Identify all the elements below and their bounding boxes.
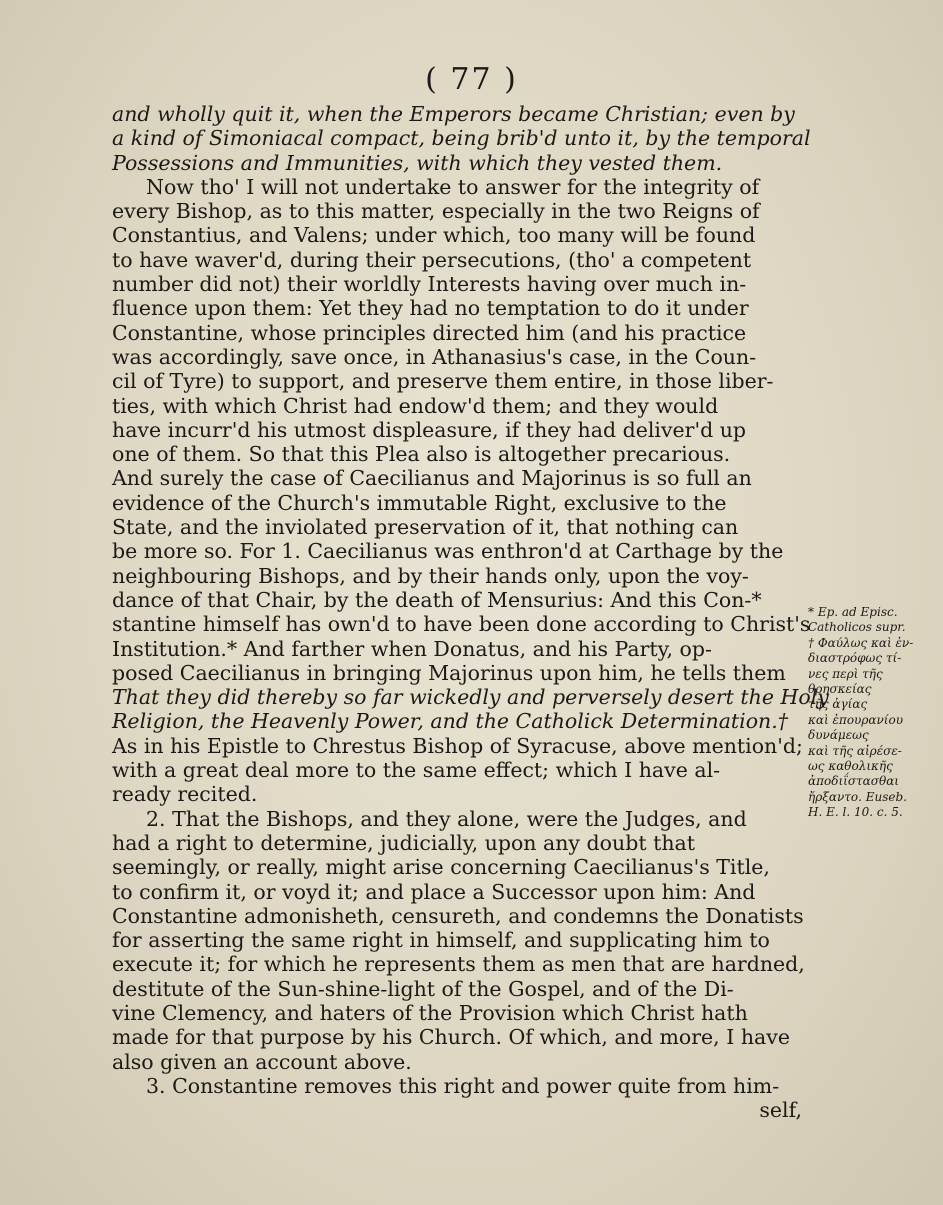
catchword-line: self, xyxy=(759,1098,802,1123)
text-line: posed Caecilianus in bringing Majorinus upon him, he tells them xyxy=(112,660,786,685)
margin-note: Catholicos supr. xyxy=(808,620,906,635)
text-line: dance of that Chair, by the death of Mensurius: And this Con-* xyxy=(112,587,762,612)
margin-note: νες περὶ τῆς xyxy=(808,666,883,681)
text-line: fluence upon them: Yet they had no temptation to do it under xyxy=(112,296,749,321)
text-line: destitute of the Sun-shine-light of the Gospel, and of the Di- xyxy=(112,976,734,1001)
text-line: And surely the case of Caecilianus and Majorinus is so full an xyxy=(112,466,752,491)
text-line: have incurr'd his utmost displeasure, if they had deliver'd up xyxy=(112,417,747,442)
text-line: Constantine admonisheth, censureth, and condemns the Donatists xyxy=(112,903,804,928)
text-line: with a great deal more to the same effect; which I have al- xyxy=(112,758,721,783)
margin-note: καὶ ἐπουρανίου xyxy=(808,712,904,727)
text-line: and wholly quit it, when the Emperors became Christian; even by xyxy=(112,102,795,126)
text-line: ties, with which Christ had endow'd them; and they would xyxy=(112,393,719,418)
text-line: Constantius, and Valens; under which, too many will be found xyxy=(112,223,756,248)
text-line: evidence of the Church's immutable Right, exclusive to the xyxy=(112,490,727,515)
text-line: had a right to determine, judicially, upon any doubt that xyxy=(112,830,695,855)
text-line: number did not) their worldly Interests having over much in- xyxy=(112,272,747,297)
text-line: execute it; for which he represents them as men that are hardned, xyxy=(112,952,805,977)
text-line: cil of Tyre) to support, and preserve them entire, in those liber- xyxy=(112,369,774,394)
text-line: also given an account above. xyxy=(112,1049,412,1074)
margin-note: † Φαύλως καὶ ἐν- xyxy=(808,635,914,650)
margin-note: ἀποδιΐστασθαι xyxy=(808,774,900,789)
text-line: to have waver'd, during their persecutions, (tho' a competent xyxy=(112,247,752,272)
text-line: State, and the inviolated preservation of it, that nothing can xyxy=(112,515,739,540)
text-line: be more so. For 1. Caecilianus was enthron'd at Carthage by the xyxy=(112,539,784,564)
text-line: As in his Epistle to Chrestus Bishop of Syracuse, above mention'd; xyxy=(112,733,803,758)
page-number: ( 77 ) xyxy=(425,62,518,97)
text-line: every Bishop, as to this matter, especially in the two Reigns of xyxy=(112,199,760,224)
text-line: to confirm it, or voyd it; and place a Successor upon him: And xyxy=(112,879,756,904)
text-line: seemingly, or really, might arise concerning Caecilianus's Title, xyxy=(112,855,770,880)
margin-note: * Ep. ad Episc. xyxy=(808,605,898,619)
text-line: Religion, the Heavenly Power, and the Catholick Determination.† xyxy=(112,709,789,734)
margin-note: τῆς ἁγίας xyxy=(808,697,868,712)
margin-notes xyxy=(808,605,940,820)
paragraph-start-line: Now tho' I will not undertake to answer for the integrity of xyxy=(146,174,760,199)
text-line: Possessions and Immunities, with which they vested them. xyxy=(112,150,723,175)
text-line: ready recited. xyxy=(112,782,258,807)
text-line: made for that purpose by his Church. Of which, and more, I have xyxy=(112,1025,790,1050)
text-line: Institution.* And farther when Donatus, and his Party, op- xyxy=(112,636,712,661)
margin-note: δυνάμεως xyxy=(808,728,869,743)
paragraph-start-line: 2. That the Bishops, and they alone, were the Judges, and xyxy=(146,806,747,831)
text-line: That they did thereby so far wickedly and perversely desert the Holy xyxy=(112,685,829,710)
paragraph-start-line: 3. Constantine removes this right and power quite from him- xyxy=(146,1073,780,1098)
margin-note: ἤρξαντο. Euseb. xyxy=(808,789,907,804)
margin-note: καὶ τῆς αἱρέσε- xyxy=(808,743,902,758)
body-text xyxy=(112,102,829,1123)
text-line: a kind of Simoniacal compact, being brib'd unto it, by the temporal xyxy=(112,126,811,151)
margin-note: H. E. l. 10. c. 5. xyxy=(808,805,903,820)
text-line: for asserting the same right in himself, and supplicating him to xyxy=(112,928,770,953)
text-line: one of them. So that this Plea also is altogether precarious. xyxy=(112,442,731,467)
text-line: vine Clemency, and haters of the Provision which Christ hath xyxy=(112,1000,748,1025)
text-line: stantine himself has own'd to have been done according to Christ's xyxy=(112,612,811,637)
text-line: Constantine, whose principles directed him (and his practice xyxy=(112,320,747,345)
margin-note: διαστρόφως τί- xyxy=(808,651,902,666)
text-line: neighbouring Bishops, and by their hands only, upon the voy- xyxy=(112,563,749,588)
text-line: was accordingly, save once, in Athanasius's case, in the Coun- xyxy=(112,344,757,369)
margin-note: ως καθολικῆς xyxy=(808,758,893,773)
margin-note: θρησκείας xyxy=(808,681,872,696)
